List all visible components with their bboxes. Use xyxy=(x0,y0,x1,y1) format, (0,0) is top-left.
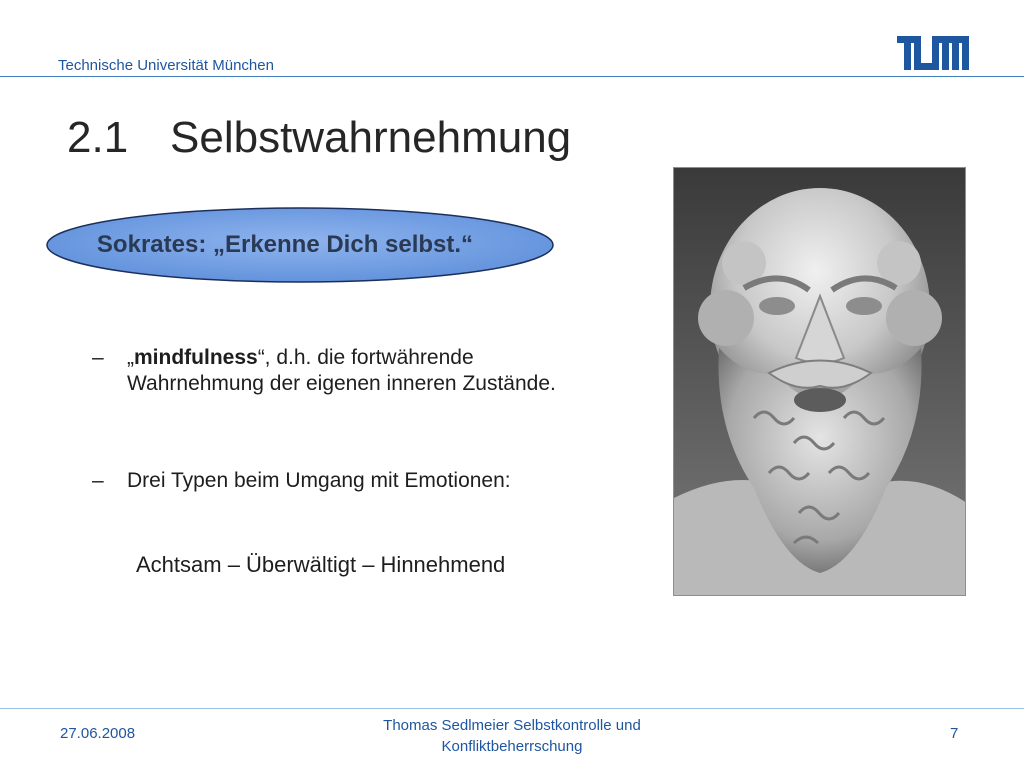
bullet-text xyxy=(127,345,597,397)
footer-divider xyxy=(0,708,1024,709)
bullet-suffix: “, d.h. die fortwährende Wahrnehmung der eigenen inneren Zustände. xyxy=(127,346,556,395)
footer-author-title: Thomas Sedlmeier Selbstkontrolle und Konfliktbeherrschung xyxy=(383,717,641,755)
bust-illustration xyxy=(674,168,966,596)
tum-logo xyxy=(897,36,969,70)
bullet-prefix: „ xyxy=(127,346,134,369)
callout-text: Sokrates: „Erkenne Dich selbst.“ xyxy=(96,231,474,258)
emotion-types-list: Achtsam – Überwältigt – Hinnehmend xyxy=(136,552,506,577)
title-text: Selbstwahrnehmung xyxy=(170,113,572,162)
bullet-dash: – xyxy=(92,346,104,369)
page-number: 7 xyxy=(950,725,959,742)
bullet-bold-term: mindfulness xyxy=(134,346,258,369)
bullet-text: Drei Typen beim Umgang mit Emotionen: xyxy=(127,469,511,492)
header-divider xyxy=(0,76,1024,77)
socrates-bust-image xyxy=(673,167,966,596)
bullet-dash: – xyxy=(92,469,104,492)
slide-title xyxy=(67,113,571,163)
section-number: 2.1 xyxy=(67,113,129,162)
institution-name: Technische Universität München xyxy=(58,57,274,74)
footer-date: 27.06.2008 xyxy=(60,725,136,742)
